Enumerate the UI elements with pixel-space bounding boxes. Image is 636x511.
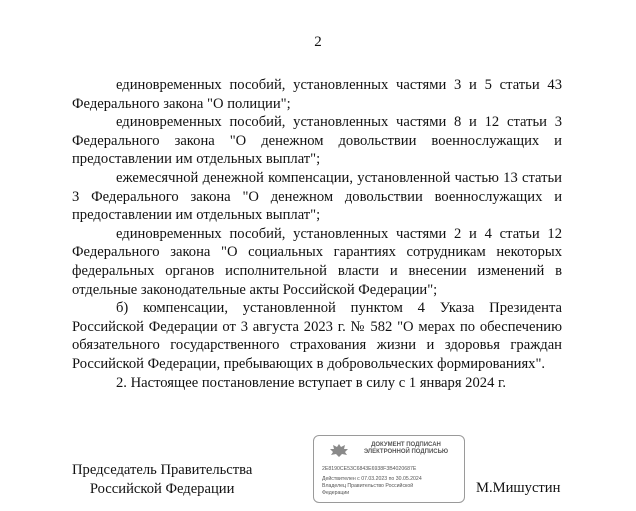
paragraph-social-guarantees: единовременных пособий, установленных частями 2 и 4 статьи 12 Федерального закона "О социальных гарантиях сотрудникам некоторых федеральных органов исполнительной власти и внесении изменений в отдельные законодательные акты Российской Федерации"; — [72, 225, 562, 298]
page-number: 2 — [314, 34, 322, 50]
signer-position — [72, 461, 252, 498]
paragraph-effective-date: 2. Настоящее постановление вступает в силу с 1 января 2024 г. — [116, 374, 506, 391]
document-body — [72, 76, 562, 392]
paragraph-military-benefits: единовременных пособий, установленных частями 8 и 12 статьи 3 Федерального закона "О денежном довольствии военнослужащих и предоставлении им отдельных выплат"; — [72, 114, 562, 168]
stamp-certificate: 2E8190CE53C6843E6938F3B4020687E — [322, 466, 417, 472]
stamp-owner-line1: Владелец Правительство Российской — [322, 483, 414, 489]
electronic-signature-stamp — [313, 435, 465, 503]
paragraph-presidential-decree: б) компенсации, установленной пунктом 4 Указа Президента Российской Федерации от 3 августа 2023 г. № 582 "О мерах по обеспечению обязательного государственного страхования жизни и здоровья граждан Российской Федерации, пребывающих в добровольческих формированиях". — [72, 300, 562, 372]
stamp-title-line1: ДОКУМЕНТ ПОДПИСАН — [371, 442, 441, 448]
coat-of-arms-icon — [328, 443, 350, 458]
stamp-owner-line2: Федерации — [322, 490, 350, 496]
signer-name: М.Мишустин — [476, 480, 561, 496]
stamp-title — [356, 442, 456, 456]
paragraph-monthly-compensation: ежемесячной денежной компенсации, установленной частью 13 статьи 3 Федерального закона "О денежном довольствии военнослужащих и предоставлении им отдельных выплат"; — [72, 169, 562, 224]
stamp-title-line2: ЭЛЕКТРОННОЙ ПОДПИСЬЮ — [363, 449, 449, 455]
signer-position-line2: Российской Федерации — [89, 480, 235, 497]
paragraph-police-benefits: единовременных пособий, установленных частями 3 и 5 статьи 43 Федерального закона "О полиции"; — [72, 77, 562, 112]
stamp-validity: Действителен с 07.03.2023 по 30.05.2024 — [322, 476, 422, 482]
signer-position-line1: Председатель Правительства — [72, 462, 253, 478]
